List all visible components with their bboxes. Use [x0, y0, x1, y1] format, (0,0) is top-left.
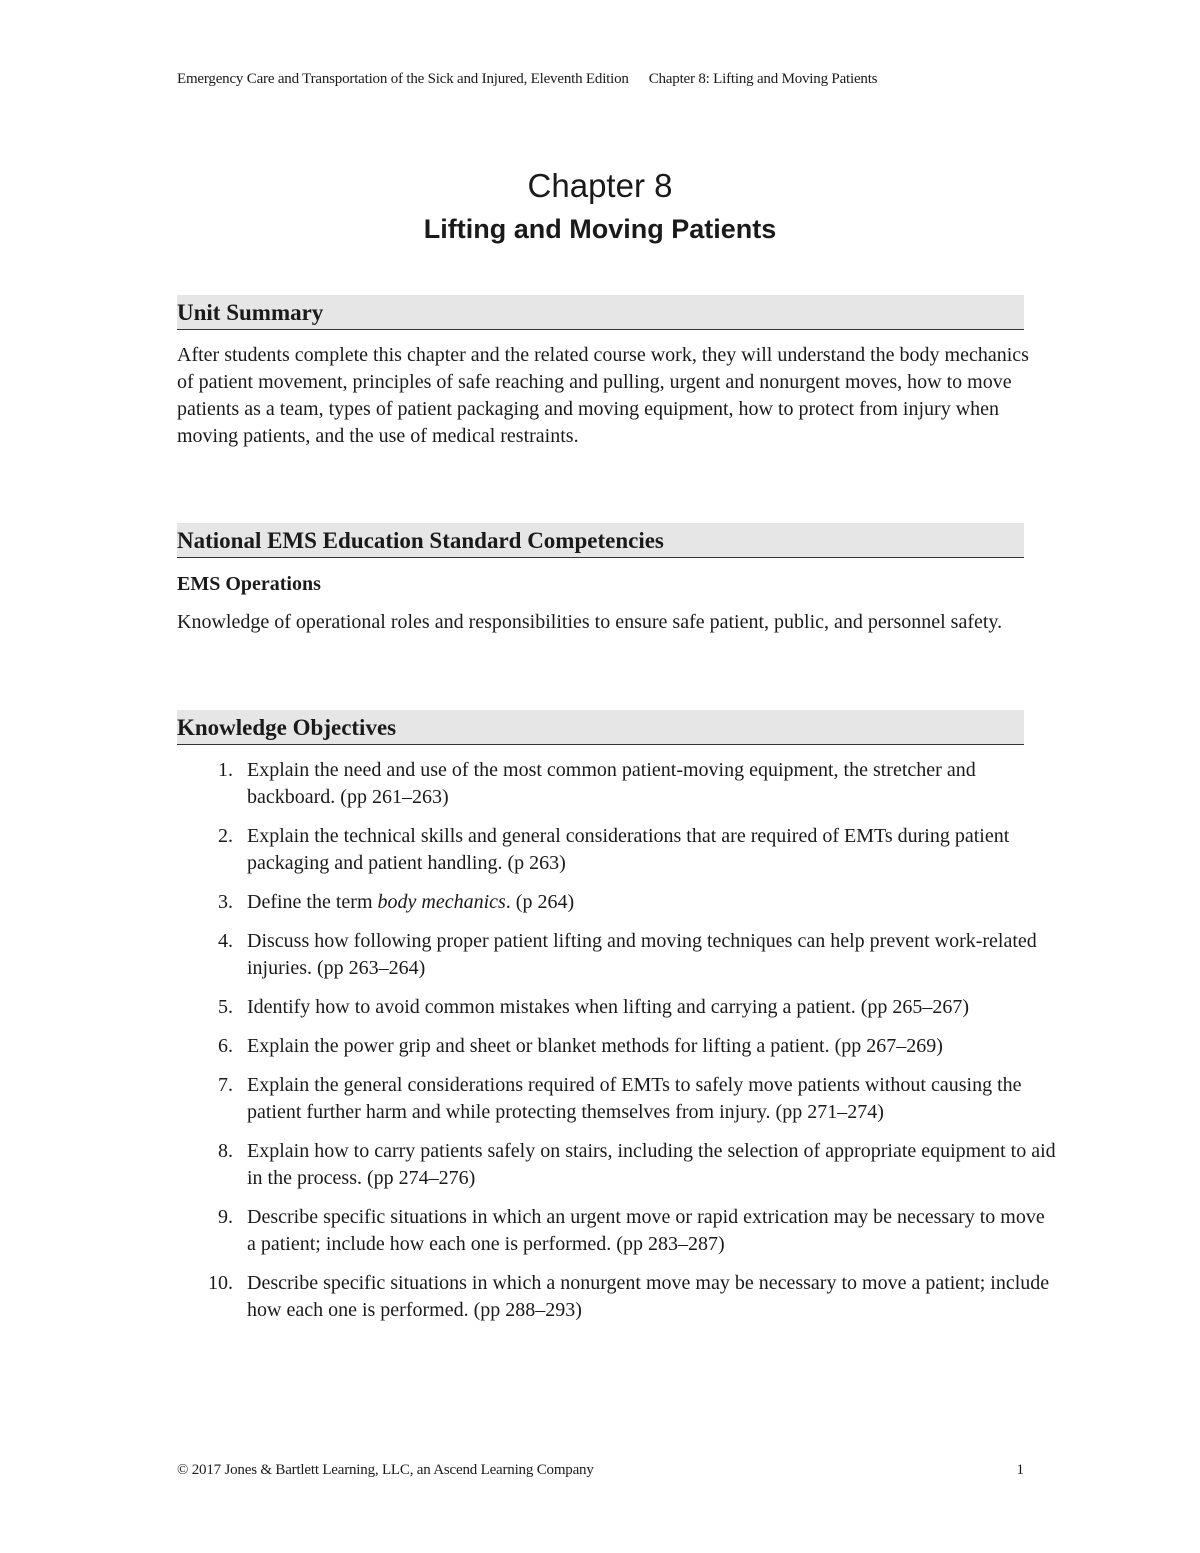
objective-number: 6. — [218, 1035, 233, 1057]
objective-text: Explain the general considerations required of EMTs to safely move patients without causing the patient further harm and while protecting themselves from injury. (pp 271–274) — [247, 1074, 1022, 1123]
objective-item — [177, 757, 1057, 811]
running-header — [177, 71, 1025, 88]
chapter-subtitle: Lifting and Moving Patients — [423, 214, 777, 244]
unit-summary-text: After students complete this chapter and the related course work, they will understand the body mechanics of patient movement, principles of safe reaching and pulling, urgent and nonurgent moves, how to move patients as a team, types of patient packaging and moving equipment, how to protect from injury when moving patients, and the use of medical restraints. — [177, 344, 1029, 447]
objective-item — [177, 994, 1057, 1021]
objective-item — [177, 1033, 1057, 1060]
ems-operations-subheading: EMS Operations — [177, 573, 321, 595]
objective-text: Explain the technical skills and general considerations that are required of EMTs during patient packaging and patient handling. (p 263) — [247, 825, 1010, 874]
objective-number: 2. — [218, 825, 233, 847]
footer-page-number: 1 — [1016, 1462, 1024, 1478]
objective-item — [177, 889, 1057, 916]
objective-number: 5. — [218, 996, 233, 1018]
objective-item — [177, 1138, 1057, 1192]
objective-text: Describe specific situations in which a nonurgent move may be necessary to move a patient; include how each one is performed. (pp 288–293) — [247, 1272, 1050, 1321]
objective-text: Explain the power grip and sheet or blanket methods for lifting a patient. (pp 267–269) — [247, 1035, 943, 1057]
objectives-list — [177, 757, 1057, 1336]
objective-text-after: . (p 264) — [505, 891, 575, 913]
objective-number: 9. — [218, 1206, 233, 1228]
objective-text: Describe specific situations in which an urgent move or rapid extrication may be necessary to move a patient; include how each one is performed. (pp 283–287) — [247, 1206, 1045, 1255]
objective-text: Identify how to avoid common mistakes when lifting and carrying a patient. (pp 265–267) — [247, 996, 970, 1018]
objective-text: Explain how to carry patients safely on stairs, including the selection of appropriate equipment to aid in the process. (pp 274–276) — [247, 1140, 1056, 1189]
objective-number: 10. — [208, 1272, 233, 1294]
objective-text: Discuss how following proper patient lifting and moving techniques can help prevent work-related injuries. (pp 263–264) — [247, 930, 1037, 979]
objective-text — [247, 891, 574, 913]
objective-item — [177, 1072, 1057, 1126]
objective-item — [177, 1204, 1057, 1258]
chapter-title: Chapter 8 — [527, 167, 673, 204]
header-book-title: Emergency Care and Transportation of the Sick and Injured, Eleventh Edition — [177, 71, 629, 87]
section-heading-competencies: National EMS Education Standard Competencies — [177, 523, 1024, 558]
objective-text: Explain the need and use of the most common patient-moving equipment, the stretcher and backboard. (pp 261–263) — [247, 759, 976, 808]
section-heading-objectives: Knowledge Objectives — [177, 710, 1024, 745]
header-chapter: Chapter 8: Lifting and Moving Patients — [648, 71, 878, 87]
footer-copyright: © 2017 Jones & Bartlett Learning, LLC, an Ascend Learning Company — [177, 1462, 594, 1478]
objective-text-before: Define the term — [247, 891, 378, 913]
objective-item — [177, 928, 1057, 982]
objective-term: body mechanics — [377, 891, 506, 913]
objective-number: 3. — [218, 891, 233, 913]
competencies-text: Knowledge of operational roles and responsibilities to ensure safe patient, public, and personnel safety. — [177, 611, 1003, 633]
section-heading-unit-summary: Unit Summary — [177, 295, 1024, 330]
objective-item — [177, 1270, 1057, 1324]
objective-item — [177, 823, 1057, 877]
objective-number: 1. — [218, 759, 233, 781]
objective-number: 8. — [218, 1140, 233, 1162]
objective-number: 7. — [218, 1074, 233, 1096]
objective-number: 4. — [218, 930, 233, 952]
